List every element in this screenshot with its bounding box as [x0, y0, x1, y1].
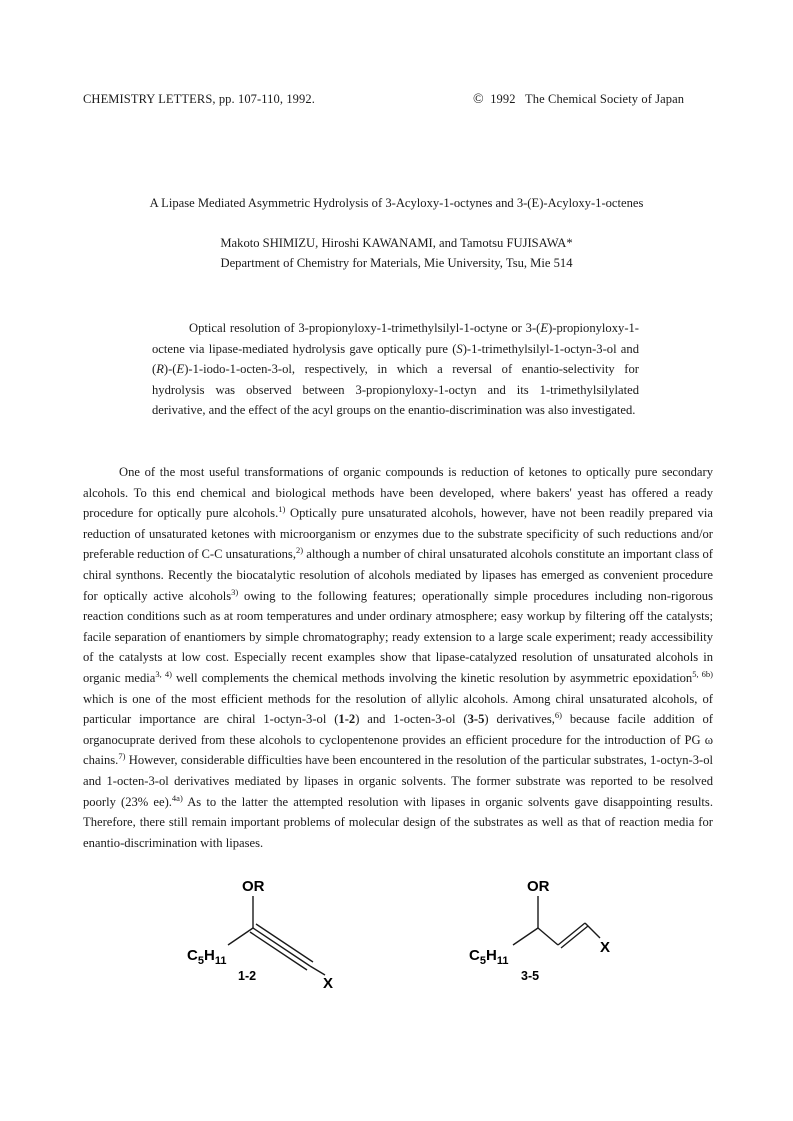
- ref-8: 4a): [171, 792, 183, 803]
- c5h11-chain-left: $C_5H_{11}$: [187, 947, 227, 967]
- abstract-paragraph: Optical resolution of 3-propionyloxy-1-trimethylsilyl-1-octyne or 3-(E)-propionyloxy-1-octene via lipase-mediated hydrolysis gave optically pure (S)-1-trimethylsilyl-1-octyn-3-ol and (R)-(E)-1-iodo-1-octen-3-ol, respectively, in which a reversal of enantio-selectivity for hydrolysis was observed between 3-propionyloxy-1-octyn and its 1-trimethylsilylated derivative, and the effect of the acyl groups on the enantio-discrimination was also investigated.: [152, 321, 639, 417]
- ref-1: 1): [278, 504, 286, 515]
- structure-alkyne: [187, 878, 333, 992]
- ref-5: 5, 6b): [692, 668, 713, 679]
- compound-label-left: 1-2: [238, 969, 257, 983]
- copyright-symbol: ©: [473, 92, 484, 107]
- or-group-left: OR: [242, 878, 265, 895]
- author-list: Makoto SHIMIZU, Hiroshi KAWANAMI, and Tamotsu FUJISAWA*: [220, 236, 573, 250]
- body-paragraph: One of the most useful transformations of organic compounds is reduction of ketones to optically pure secondary alcohols. To this end chemical and biological methods have been developed, where bakers' yeast has offered a ready procedure for optically pure alcohols.$^{1)}$ Optically pure unsaturated alcohols, however, have not been readily prepared via reduction of unsaturated ketones with microorganism or enzymes due to the substrate specificity of such reductions and/or preferable reduction of C-C unsaturations,$^{2)}$ although a number of chiral unsaturated alcohols constitute an important class of chiral synthons. Recently the biocatalytic resolution of alcohols mediated by lipases has emerged as convenient procedure for optically active alcohols$^{3)}$ owing to the following features; operationally simple procedures including non-rigorous reaction conditions such as at room temperatures and under ordinary atmosphere; easy workup by filtering off the catalysts; facile separation of enantiomers by simple chromatography; ready extension to a large scale experiment; ready accessibility of the catalysts at low cost. Especially recent examples show that lipase-catalyzed resolution of unsaturated alcohols in organic media$^{3, 4)}$ well complements the chemical methods involving the kinetic resolution by asymmetric epoxidation$^{5, 6b)}$ which is one of the most efficient methods for the resolution of allylic alcohols. Among chiral unsaturated alcohols, of particular importance are chiral 1-octyn-3-ol (1-2) and 1-octen-3-ol (3-5) derivatives,$^{6)}$ because facile addition of organocuprate derived from these alcohols to cyclopentenone provides an efficient procedure for the introduction of PG ω chains.$^{7)}$ However, considerable difficulties have been encountered in the resolution of the particular substrates, 1-octyn-3-ol and 1-octen-3-ol derivatives mediated by lipases in organic solvents. The former substrate was reported to be resolved poorly (23% ee).$^{4a)}$ As to the latter the attempted resolution with lipases in organic solvents gave disappointing results. Therefore, there still remain important problems of molecular design of the substrates as well as that of reaction media for enantio-discrimination with lipases.: [83, 465, 713, 850]
- compound-ref: 3-5: [467, 712, 485, 727]
- compound-ref: 1-2: [338, 712, 356, 727]
- x-group-right: X: [600, 939, 611, 956]
- structure-alkene: [469, 878, 610, 983]
- journal-citation: CHEMISTRY LETTERS, pp. 107-110, 1992.: [83, 92, 315, 106]
- compound-label-right: 3-5: [521, 969, 540, 983]
- ref-4: 3, 4): [155, 668, 172, 679]
- ref-7: 7): [118, 751, 126, 762]
- ref-6: 6): [554, 710, 562, 721]
- ref-2: 2): [295, 545, 304, 556]
- body-text: [83, 462, 713, 853]
- chemical-structures: [160, 868, 640, 1008]
- copyright-text: 1992 The Chemical Society of Japan: [490, 92, 685, 106]
- ref-3: 3): [231, 586, 239, 597]
- c5h11-chain-right: $C_5H_{11}$: [469, 947, 509, 967]
- paper-title: A Lipase Mediated Asymmetric Hydrolysis of 3-Acyloxy-1-octynes and 3-(E)-Acyloxy-1-octenes: [149, 196, 644, 210]
- x-group-left: X: [323, 975, 334, 992]
- structure-figure: [160, 868, 640, 1008]
- copyright-line: [473, 92, 684, 108]
- affiliation: Department of Chemistry for Materials, Mie University, Tsu, Mie 514: [220, 256, 573, 270]
- abstract: [152, 318, 639, 421]
- or-group-right: OR: [527, 878, 550, 895]
